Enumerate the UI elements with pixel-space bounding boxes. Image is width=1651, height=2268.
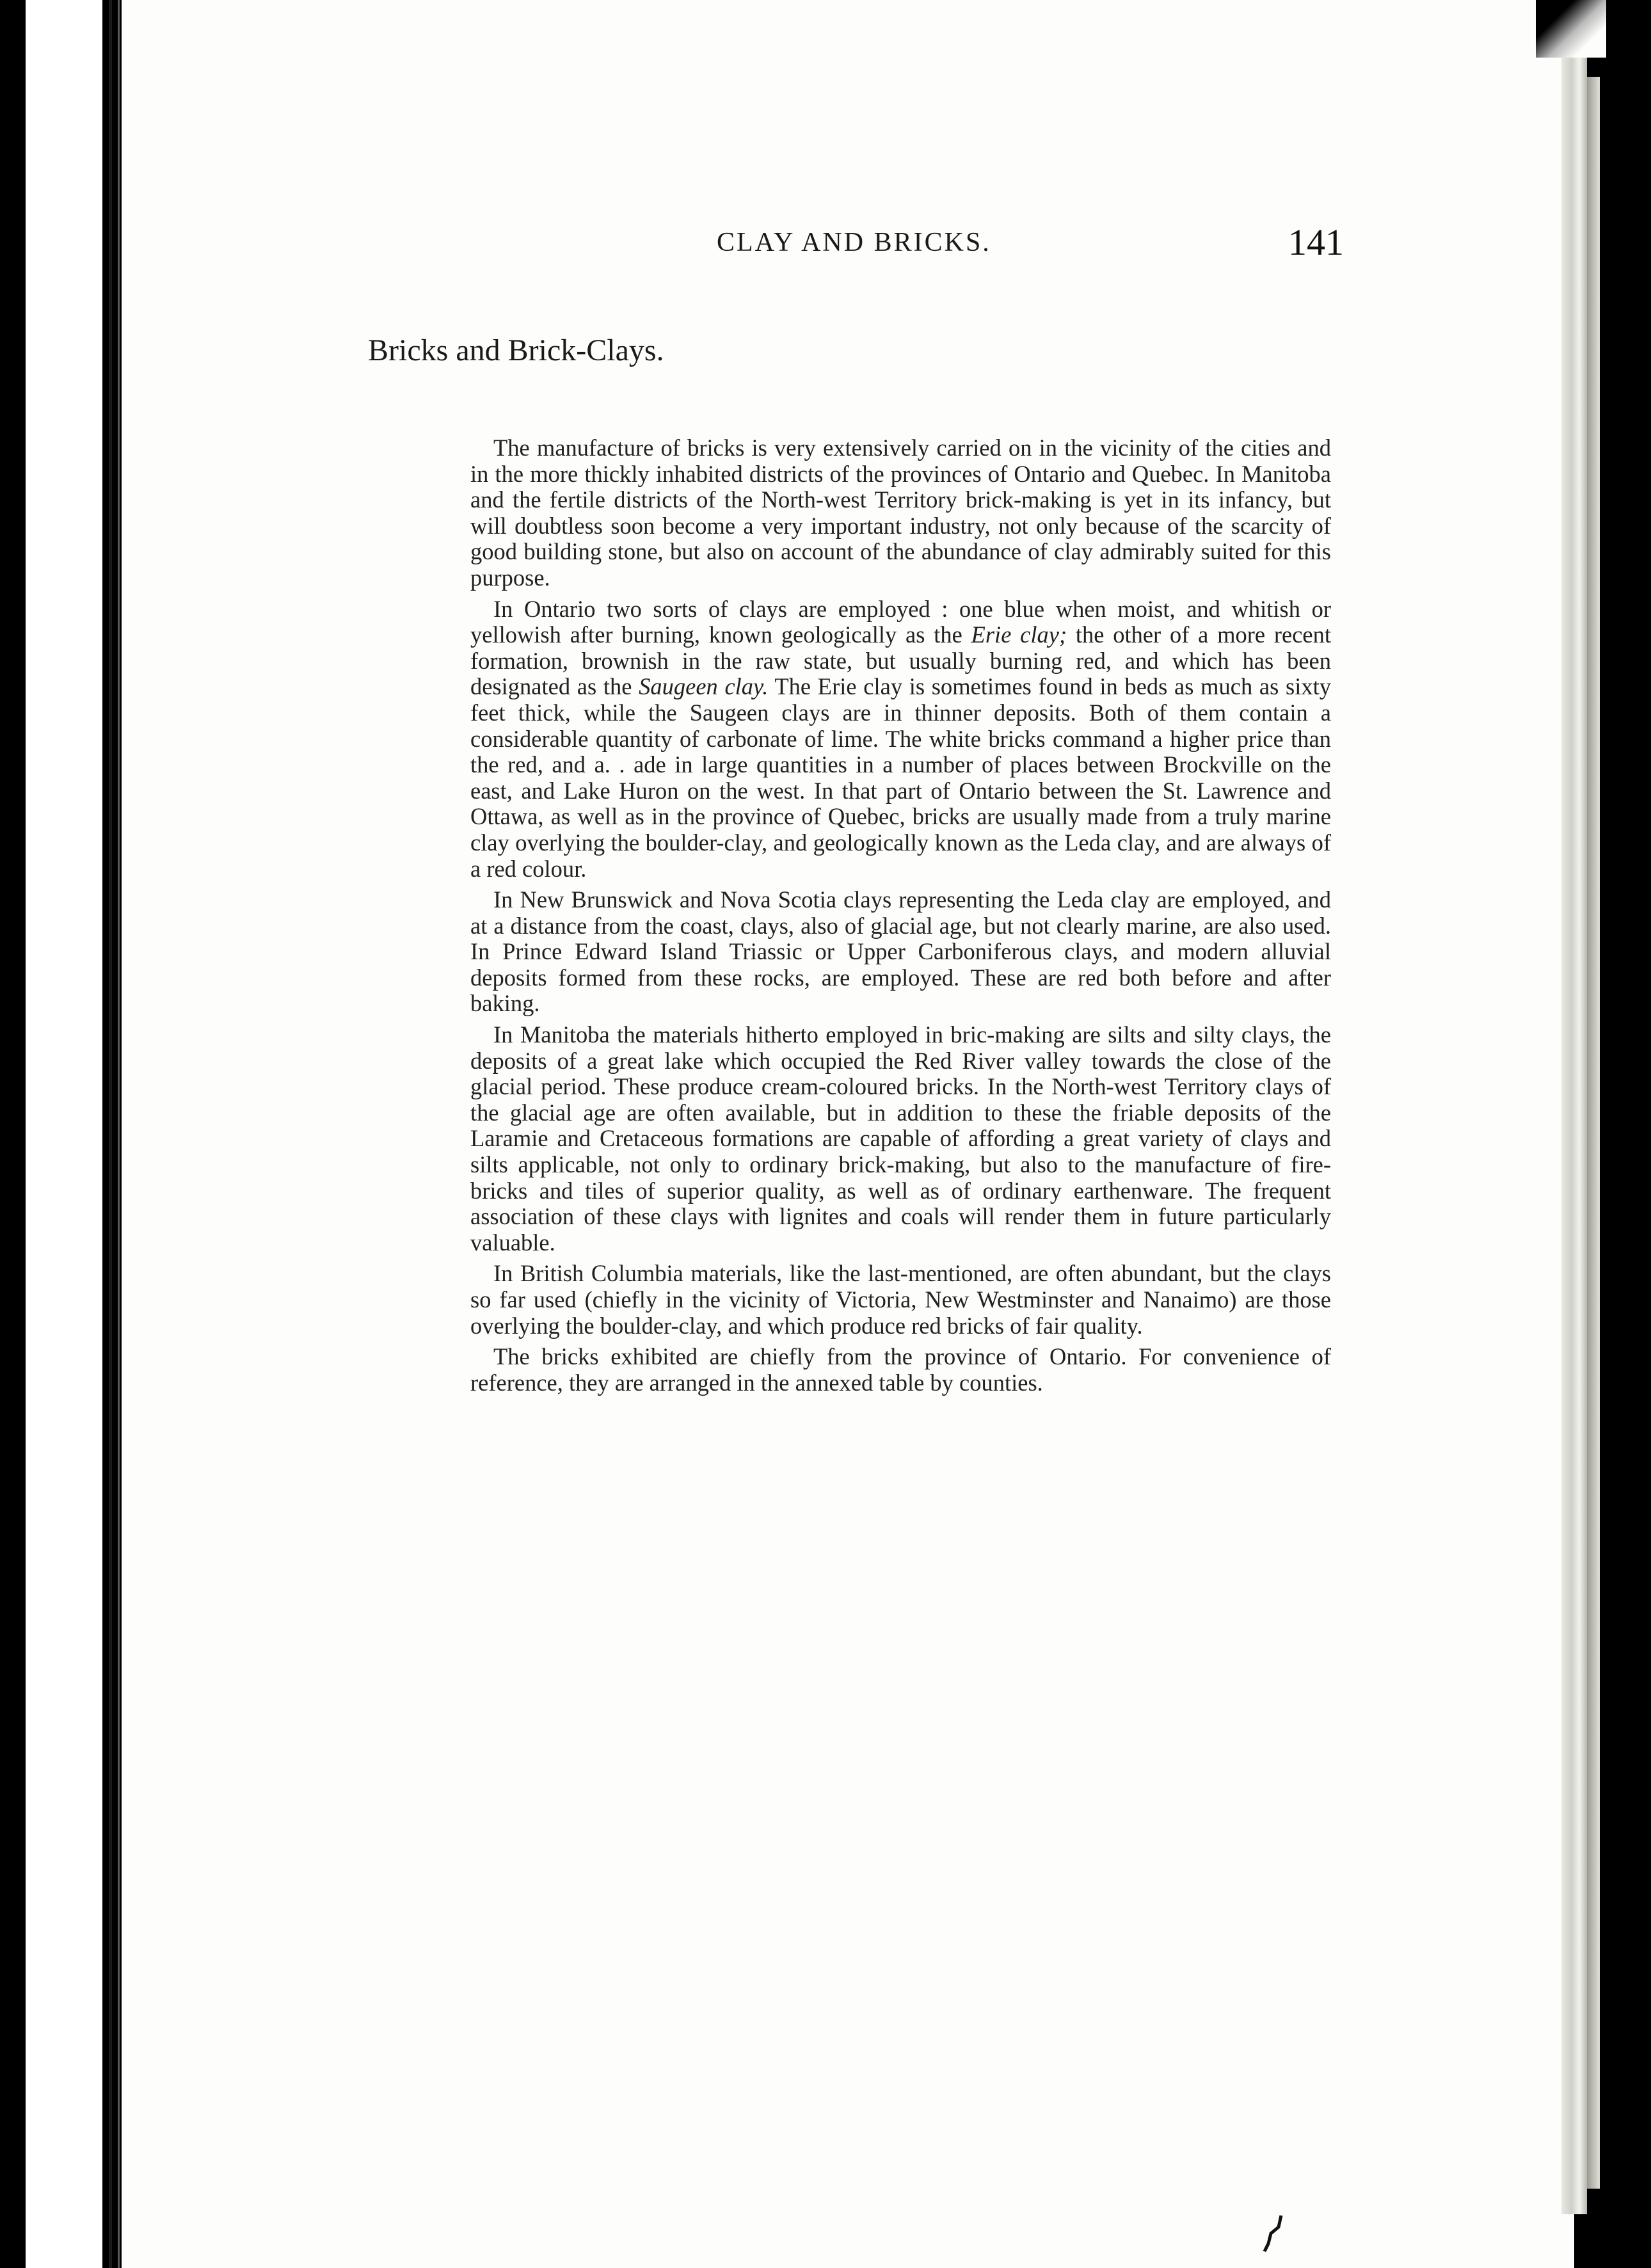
spine-fold-line	[109, 0, 112, 2268]
italic-term: Saugeen clay.	[639, 673, 769, 700]
paragraph: In Manitoba the materials hitherto employed in bric-making are silts and silty clays, the deposits of a great lake which occupied the Red River valley towards the close of the glacial period. These produce cream-coloured bricks. In the North-west Territory clays of the glacial age are often available, but in addition to these the friable deposits of the Laramie and Cretaceous formations are capable of affording a great variety of clays and silts applicable, not only to ordinary brick-making, but also to the manufacture of fire-bricks and tiles of superior quality, as well as of ordinary earthenware. The frequent association of these clays with lignites and coals will render them in future particularly valuable.	[470, 1021, 1331, 1256]
paragraph: The manufacture of bricks is very extensively carried on in the vicinity of the cities and in the more thickly inhabited districts of the provinces of Ontario and Quebec. In Manitoba and the fertile districts of the North-west Territory brick-making is yet in its infancy, but will doubtless soon become a very important industry, not only because of the scarcity of good building stone, but also on account of the abundance of clay admirably suited for this purpose.	[470, 435, 1331, 591]
body-text	[470, 435, 1331, 1401]
section-title: Bricks and Brick-Clays.	[368, 333, 664, 367]
ink-mark	[1262, 2214, 1288, 2253]
book-spine-strip	[26, 0, 102, 2268]
paragraph: In Ontario two sorts of clays are employed : one blue when moist, and whitish or yellowish after burning, known geologically as the Erie clay; the other of a more recent formation, brownish in the raw state, but usually burning red, and which has been designated as the Saugeen clay. The Erie clay is sometimes found in beds as much as sixty feet thick, while the Saugeen clays are in thinner deposits. Both of them contain a considerable quantity of carbonate of lime. The white bricks command a higher price than the red, and a. . ade in large quantities in a number of places between Brockville on the east, and Lake Huron on the west. In that part of Ontario between the St. Lawrence and Ottawa, as well as in the province of Quebec, bricks are usually made from a truly marine clay overlying the boulder-clay, and geologically known as the Leda clay, and are always of a red colour.	[470, 595, 1331, 882]
page-number: 141	[1288, 221, 1344, 263]
italic-term: Erie clay;	[971, 621, 1067, 648]
page-corner-curl	[1536, 0, 1606, 58]
spine-shadow-line	[118, 0, 120, 2268]
running-head: CLAY AND BRICKS.	[717, 228, 991, 257]
page-edge-shading	[1561, 38, 1587, 2214]
paragraph: In New Brunswick and Nova Scotia clays representing the Leda clay are employed, and at a distance from the coast, clays, also of glacial age, but not clearly marine, are also used. In Prince Edward Island Triassic or Upper Carboniferous clays, and modern alluvial deposits formed from these rocks, are employed. These are red both before and after baking.	[470, 886, 1331, 1017]
paragraph: The bricks exhibited are chiefly from the province of Ontario. For convenience of reference, they are arranged in the annexed table by counties.	[470, 1343, 1331, 1396]
paragraph: In British Columbia materials, like the last-mentioned, are often abundant, but the clays so far used (chiefly in the vicinity of Victoria, New Westminster and Nanaimo) are those overlying the boulder-clay, and which produce red bricks of fair quality.	[470, 1260, 1331, 1339]
page-header	[717, 221, 1344, 272]
page-edge-stack	[1587, 77, 1600, 2189]
